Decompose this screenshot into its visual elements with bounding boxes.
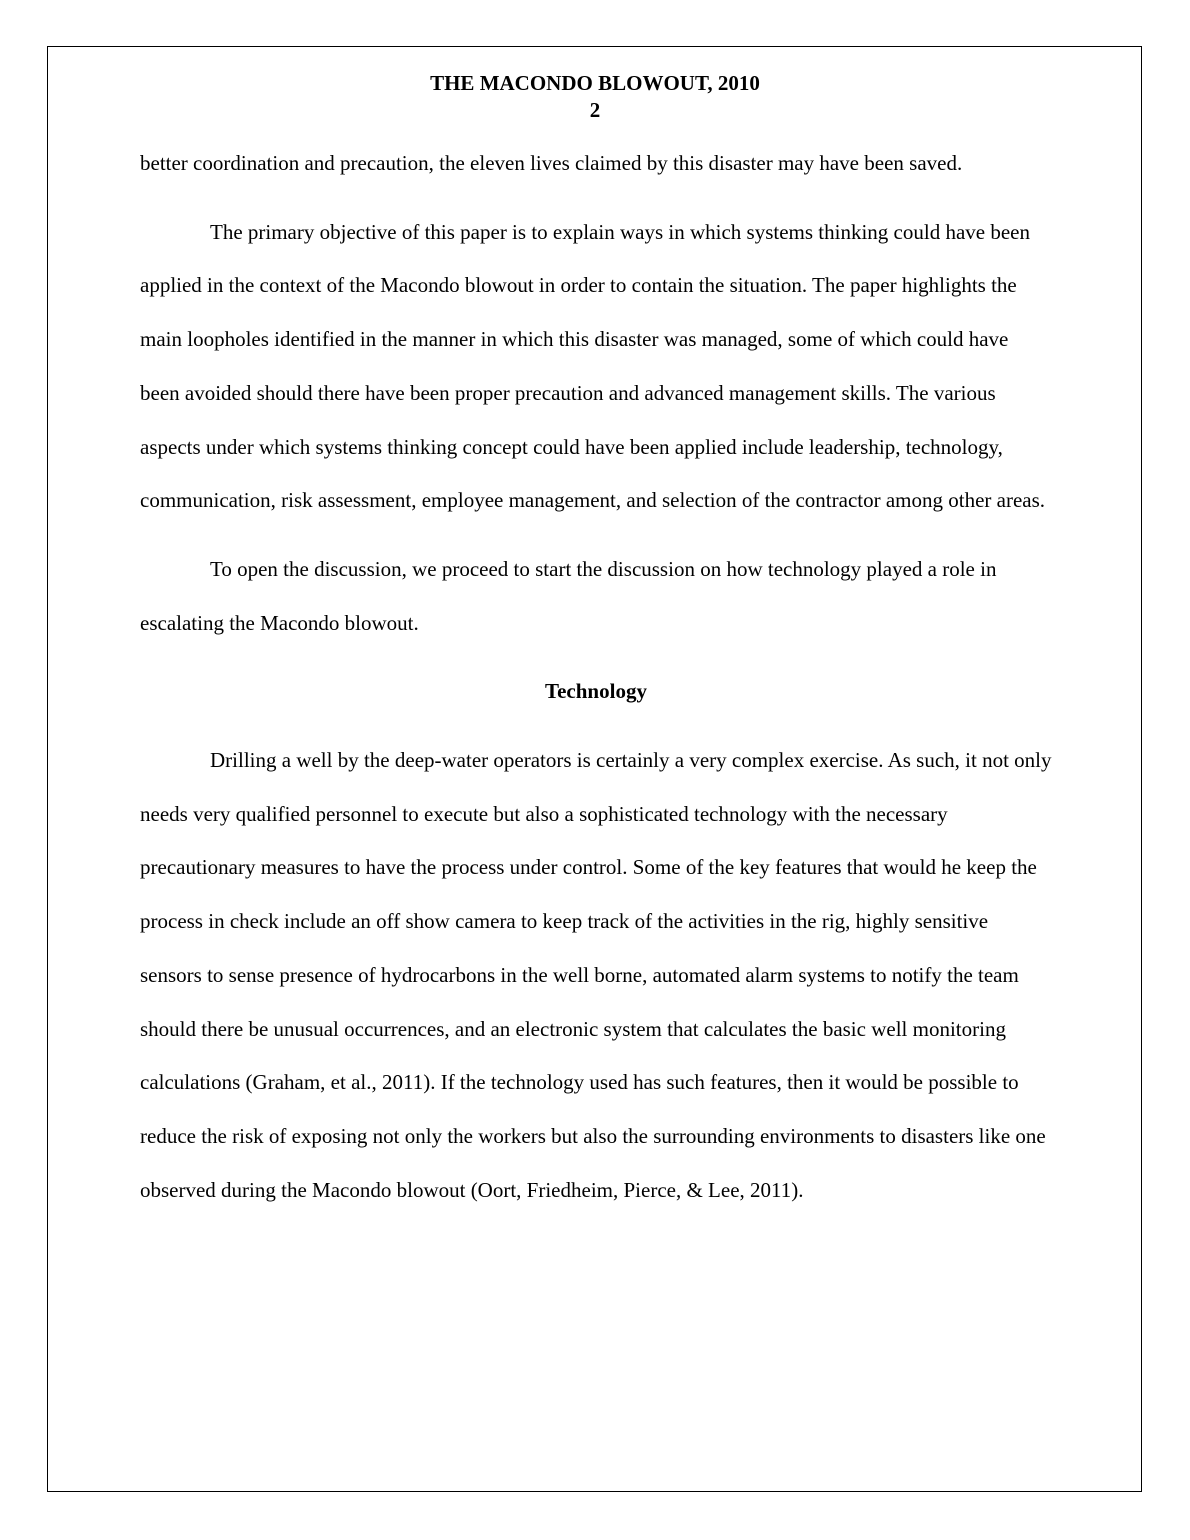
section-heading-technology: Technology (545, 679, 647, 704)
running-head-title: THE MACONDO BLOWOUT, 2010 (430, 71, 760, 95)
paragraph-transition: To open the discussion, we proceed to start the discussion on how technology played a role in escalating the Macondo blowout. (140, 556, 997, 635)
paragraph-objective: The primary objective of this paper is to explain ways in which systems thinking could have been applied in the context of the Macondo blowout in order to contain the situation. The paper highlights the main loopholes identified in the manner in which this disaster was managed, some of which could have been avoided should there have been proper precaution and advanced management skills. The various aspects under which systems thinking concept could have been applied include leadership, technology, communication, risk assessment, employee management, and selection of the contractor among other areas. (140, 219, 1046, 513)
paragraph-technology: Drilling a well by the deep-water operators is certainly a very complex exercise. As such, it not only needs very qualified personnel to execute but also a sophisticated technology with the necessary precautionary measures to have the process under control. Some of the key features that would he keep the process in check include an off show camera to keep track of the activities in the rig, highly sensitive sensors to sense presence of hydrocarbons in the well borne, automated alarm systems to notify the team should there be unusual occurrences, and an electronic system that calculates the basic well monitoring calculations (Graham, et al., 2011). If the technology used has such features, then it would be possible to reduce the risk of exposing not only the workers but also the surrounding environments to disasters like one observed during the Macondo blowout (Oort, Friedheim, Pierce, & Lee, 2011). (140, 748, 1052, 1202)
document-body (140, 137, 1052, 1232)
running-header (0, 70, 1190, 124)
page-number: 2 (589, 98, 601, 122)
paragraph-continuation: better coordination and precaution, the eleven lives claimed by this disaster may have been saved. (140, 151, 963, 175)
